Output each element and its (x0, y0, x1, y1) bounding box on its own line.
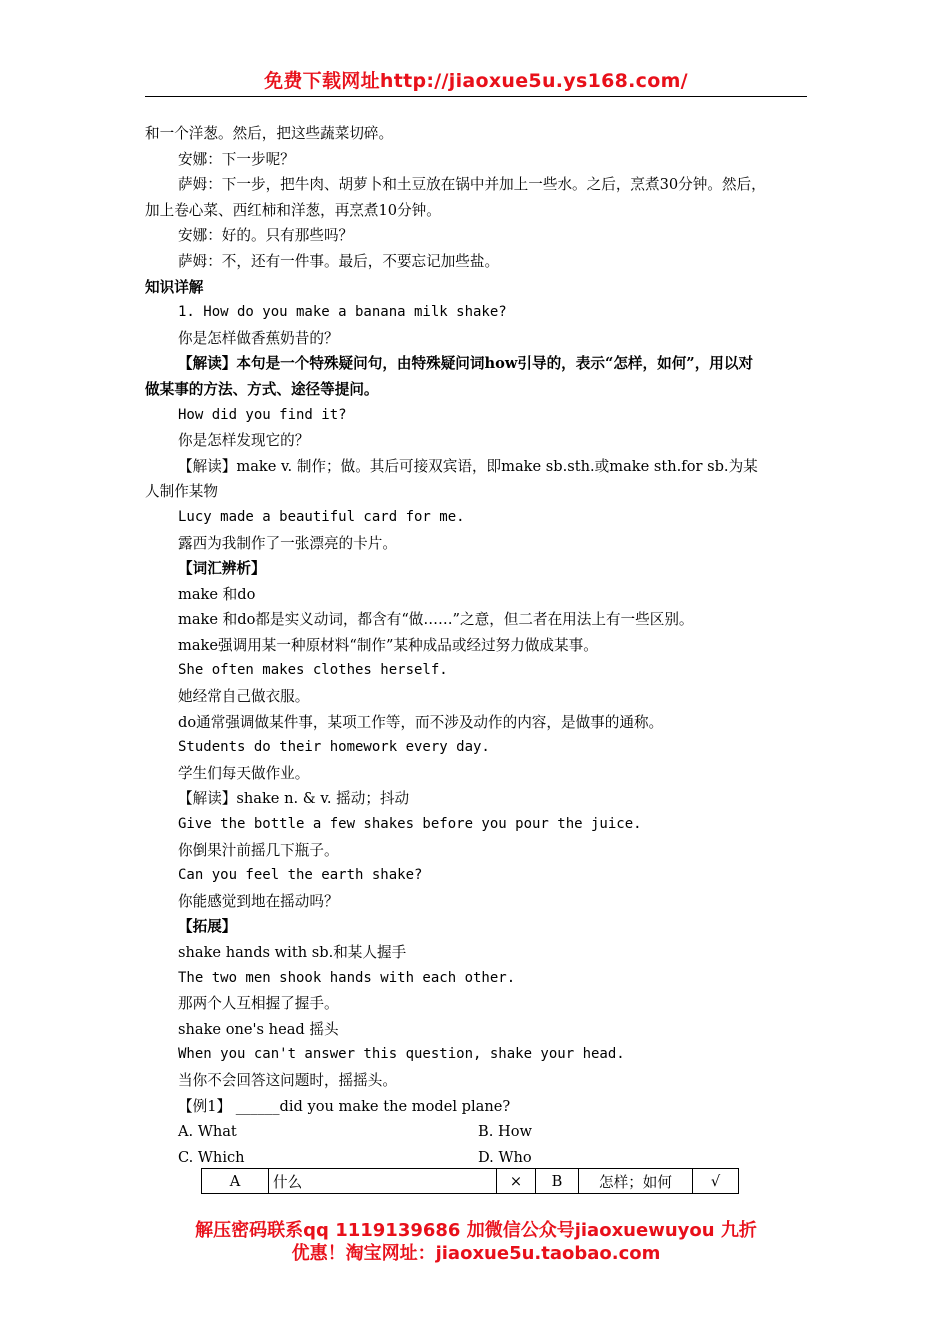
text-line: 【解读】本句是一个特殊疑问句，由特殊疑问词how引导的，表示“怎样，如何”，用以对 (178, 355, 754, 373)
text-line: 1. How do you make a banana milk shake? (178, 304, 507, 321)
text-line: When you can't answer this question, shake your head. (178, 1046, 625, 1063)
answer-cell-wrong-mark: × (497, 1169, 536, 1194)
text-line: 安娜：好的。只有那些吗？ (178, 227, 354, 245)
text-line: do通常强调做某件事，某项工作等，而不涉及动作的内容，是做事的通称。 (178, 713, 664, 731)
text-line: 做某事的方法、方式、途径等提问。 (145, 380, 379, 398)
text-line: She often makes clothes herself. (178, 662, 448, 679)
choice-row (145, 1119, 810, 1145)
text-line: 人制作某物 (145, 483, 218, 501)
text-line: Give the bottle a few shakes before you pour the juice. (178, 816, 642, 833)
text-line: 她经常自己做衣服。 (178, 688, 310, 706)
text-line: 和一个洋葱。然后，把这些蔬菜切碎。 (145, 125, 394, 142)
choice-option: B. How (478, 1123, 533, 1141)
answer-cell-meaning-a: 什么 (269, 1169, 497, 1194)
text-line: 你能感觉到地在摇动吗？ (178, 892, 339, 910)
choice-option: D. Who (478, 1148, 532, 1166)
text-line: 你是怎样做香蕉奶昔的？ (178, 329, 339, 347)
answer-table (201, 1168, 739, 1194)
text-line: 安娜：下一步呢？ (178, 150, 295, 168)
text-line: Can you feel the earth shake? (178, 867, 423, 884)
text-line: make 和do都是实义动词，都含有“做……”之意，但二者在用法上有一些区别。 (178, 611, 694, 629)
text-line: Students do their homework every day. (178, 739, 490, 756)
text-line: Lucy made a beautiful card for me. (178, 508, 465, 525)
header-site-label: 免费下载网址 (264, 70, 380, 92)
answer-cell-meaning-b: 怎样；如何 (579, 1169, 693, 1194)
page-footer (145, 1219, 807, 1265)
text-line: How did you find it? (178, 406, 347, 423)
text-line: 萨姆：下一步，把牛肉、胡萝卜和土豆放在锅中并加上一些水。之后，烹煮30分钟。然后， (178, 176, 766, 194)
text-line: The two men shook hands with each other. (178, 969, 516, 986)
choice-row (145, 1145, 810, 1171)
choice-option: C. Which (178, 1148, 245, 1166)
text-line: 学生们每天做作业。 (178, 764, 310, 782)
text-line: 知识详解 (145, 278, 204, 296)
document-body (145, 121, 810, 1170)
text-line: make 和do (178, 585, 256, 603)
text-line: shake one's head 摇头 (178, 1020, 339, 1038)
footer-line-1: 解压密码联系qq 1119139686 加微信公众号jiaoxuewuyou 九折 (195, 1220, 757, 1241)
answer-cell-option-b: B (536, 1169, 579, 1194)
text-line: 萨姆：不，还有一件事。最后，不要忘记加些盐。 (178, 252, 500, 270)
text-line: 【解读】shake n. & v. 摇动；抖动 (178, 790, 410, 808)
text-line: 那两个人互相握了握手。 (178, 995, 339, 1013)
text-line: 【解读】make v. 制作；做。其后可接双宾语，即make sb.sth.或make sth.for sb.为某 (178, 457, 758, 475)
header-site-url[interactable]: http://jiaoxue5u.ys168.com/ (379, 70, 688, 92)
footer-line-2: 优惠！淘宝网址：jiaoxue5u.taobao.com (291, 1243, 661, 1264)
text-line: 你倒果汁前摇几下瓶子。 (178, 841, 339, 859)
text-line: 你是怎样发现它的？ (178, 432, 310, 450)
text-line: 加上卷心菜、西红柿和洋葱，再烹煮10分钟。 (145, 201, 441, 219)
text-line: 当你不会回答这问题时，摇摇头。 (178, 1071, 397, 1089)
text-line: 露西为我制作了一张漂亮的卡片。 (178, 534, 397, 552)
choice-option: A. What (178, 1123, 237, 1141)
text-line: 【拓展】 (178, 918, 237, 936)
text-line: shake hands with sb.和某人握手 (178, 944, 407, 961)
text-line: 【词汇辨析】 (178, 560, 266, 578)
answer-table-row (202, 1169, 739, 1194)
text-line: 【例1】 ______did you make the model plane? (178, 1097, 511, 1115)
text-line: make强调用某一种原材料“制作”某种成品或经过努力做成某事。 (178, 636, 598, 654)
answer-cell-option-a: A (202, 1169, 269, 1194)
page-header (145, 66, 807, 97)
answer-cell-check-mark: √ (693, 1169, 739, 1194)
